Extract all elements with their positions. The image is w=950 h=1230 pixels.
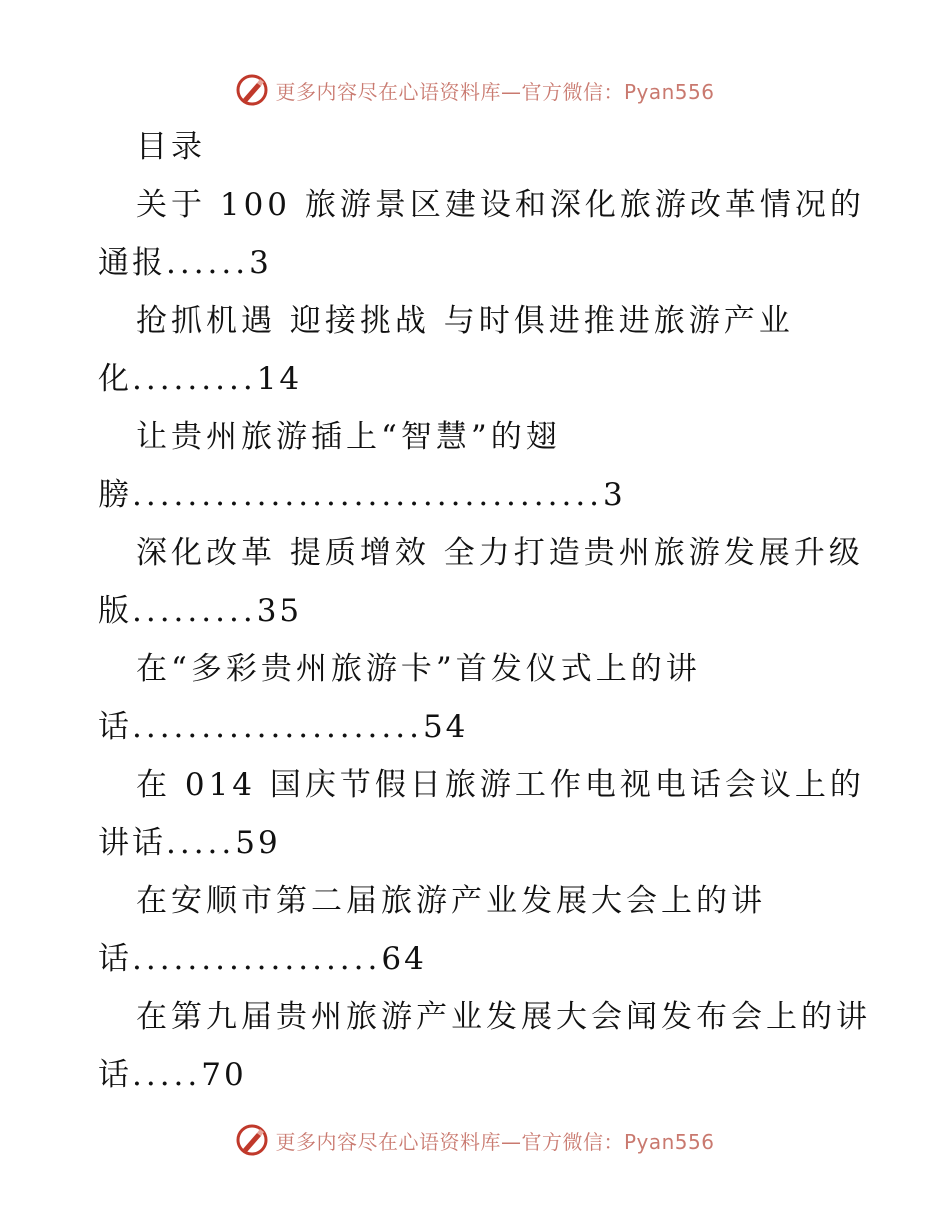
toc-entry[interactable] bbox=[98, 292, 878, 408]
toc-entry-title: 关于 100 旅游景区建设和深化旅游改革情况的 bbox=[136, 187, 865, 223]
toc-entry-title: 在“多彩贵州旅游卡”首发仪式上的讲 bbox=[136, 651, 701, 687]
toc-entry-tail: 话 bbox=[98, 1057, 132, 1093]
toc-leader-dots: ..................... bbox=[132, 709, 423, 745]
toc-heading: 目录 bbox=[136, 129, 206, 165]
toc-page-number: 64 bbox=[381, 941, 427, 977]
toc-entry-tail-line bbox=[98, 350, 878, 408]
toc-entry[interactable] bbox=[98, 756, 878, 872]
toc-leader-dots: .................. bbox=[132, 941, 382, 977]
toc-entry[interactable] bbox=[98, 988, 878, 1104]
toc-entry-title: 让贵州旅游插上“智慧”的翅 bbox=[136, 419, 561, 455]
toc-entry-title: 抢抓机遇 迎接挑战 与时俱进推进旅游产业 bbox=[136, 303, 794, 339]
toc-entry-tail-line bbox=[98, 814, 878, 872]
toc-page-number: 59 bbox=[235, 825, 281, 861]
footer-banner bbox=[0, 1120, 950, 1160]
toc-entry-title: 在安顺市第二届旅游产业发展大会上的讲 bbox=[136, 883, 766, 919]
toc-page-number: 14 bbox=[256, 361, 303, 397]
toc-page-number: 54 bbox=[422, 709, 469, 745]
toc-leader-dots: ..... bbox=[166, 825, 236, 861]
toc-entry-title: 在 014 国庆节假日旅游工作电视电话会议上的 bbox=[136, 767, 865, 803]
header-banner bbox=[0, 70, 950, 110]
toc-leader-dots: ......... bbox=[132, 361, 257, 397]
toc-entry-tail-line bbox=[98, 466, 878, 524]
toc-page-number: 3 bbox=[603, 477, 626, 513]
toc-leader-dots: ......... bbox=[132, 593, 257, 629]
toc-entry-tail-line bbox=[98, 582, 878, 640]
toc-entry-tail: 通报 bbox=[98, 245, 166, 281]
toc-page-number: 3 bbox=[249, 245, 272, 281]
toc-entry[interactable] bbox=[98, 176, 878, 292]
toc-entry-tail: 话 bbox=[98, 941, 132, 977]
pen-logo-icon bbox=[235, 1123, 269, 1157]
toc-entry[interactable] bbox=[98, 872, 878, 988]
toc-entry-tail: 话 bbox=[98, 709, 132, 745]
header-banner-text: 更多内容尽在心语资料库—官方微信：Pyan556 bbox=[275, 79, 715, 104]
toc-leader-dots: ...... bbox=[166, 245, 250, 281]
toc-page-number: 70 bbox=[201, 1057, 247, 1093]
toc-leader-dots: ..... bbox=[132, 1057, 202, 1093]
toc-entry[interactable] bbox=[98, 640, 878, 756]
toc-entry-tail-line bbox=[98, 930, 878, 988]
toc-leader-dots: .................................. bbox=[132, 477, 604, 513]
table-of-contents bbox=[98, 118, 878, 1104]
pen-logo-icon bbox=[235, 73, 269, 107]
toc-entry-title: 深化改革 提质增效 全力打造贵州旅游发展升级 bbox=[136, 535, 864, 571]
toc-entry-tail: 版 bbox=[98, 593, 132, 629]
toc-page-number: 35 bbox=[256, 593, 303, 629]
toc-entry-tail-line bbox=[98, 698, 878, 756]
toc-entry[interactable] bbox=[98, 524, 878, 640]
toc-entry-title: 在第九届贵州旅游产业发展大会闻发布会上的讲 bbox=[136, 999, 871, 1035]
footer-banner-text: 更多内容尽在心语资料库—官方微信：Pyan556 bbox=[275, 1129, 715, 1154]
toc-entry[interactable] bbox=[98, 408, 878, 524]
toc-entry-tail: 膀 bbox=[98, 477, 132, 513]
toc-entry-tail-line bbox=[98, 234, 878, 292]
toc-entry-tail: 化 bbox=[98, 361, 132, 397]
toc-entry-tail: 讲话 bbox=[98, 825, 166, 861]
toc-entry-tail-line bbox=[98, 1046, 878, 1104]
